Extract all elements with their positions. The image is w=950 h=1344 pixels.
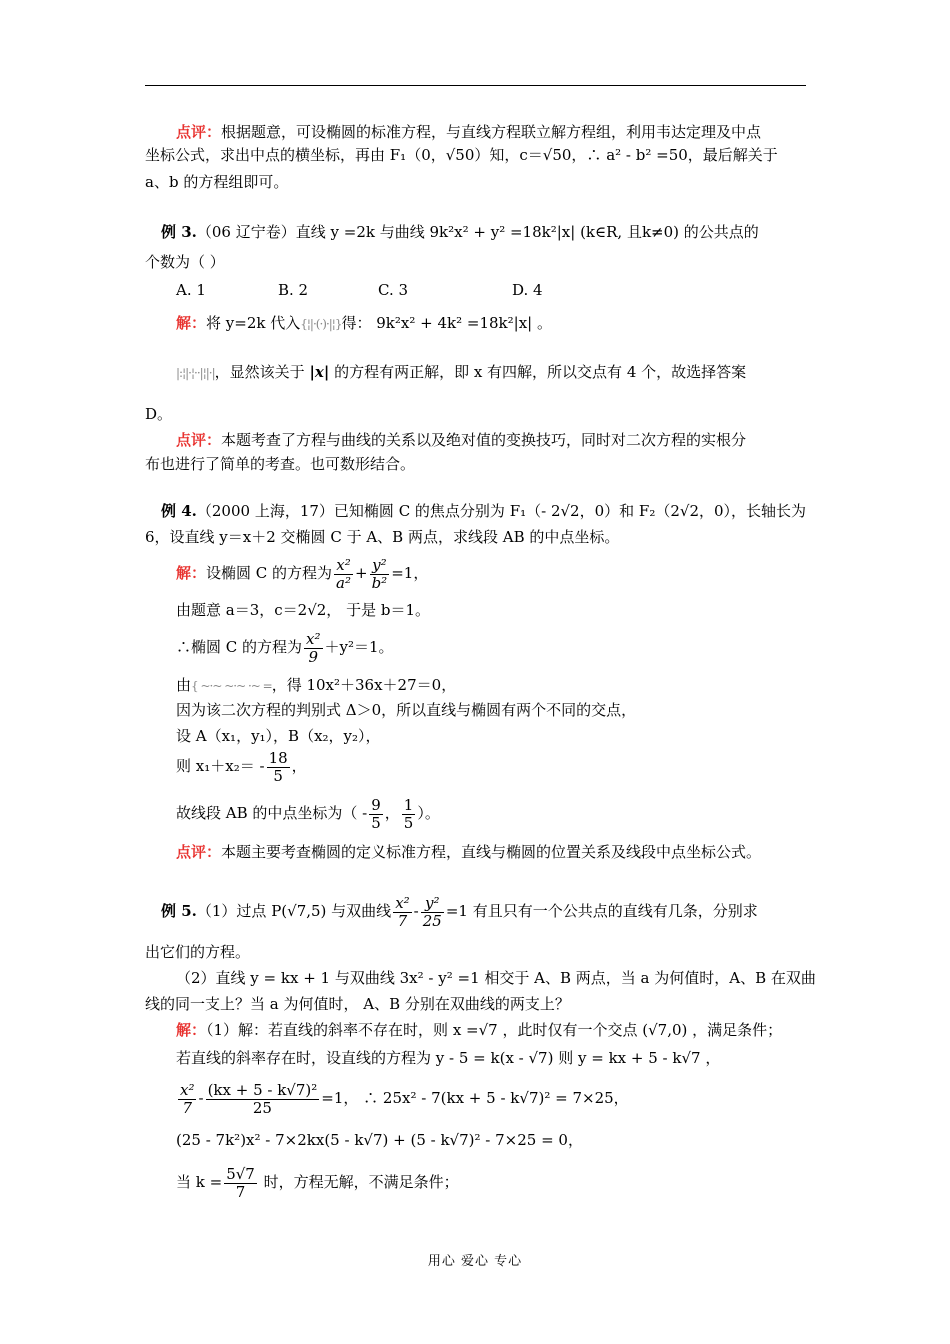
option-c: C. 3 bbox=[378, 281, 409, 299]
example-5-sol-5: 当 k = $\frac{5√7}{7}$ 时，方程无解，不满足条件； bbox=[176, 1164, 459, 1201]
example-5-q2-2: 线的同一支上？当 a 为何值时， A、B 分别在双曲线的两支上？ bbox=[145, 995, 570, 1013]
example-5-sol-4: (25 - 7k²)x² - 7×2kx(5 - k√7) + (5 - k√7)² - 7×25 = 0， bbox=[176, 1131, 583, 1149]
example-4-line-2: 由题意 a＝3，c＝2√2， 于是 b＝1。 bbox=[176, 601, 430, 619]
example-4-label: 例 4. bbox=[161, 502, 197, 520]
example-3-stem: 例 3.（06 辽宁卷）直线 y =2k 与曲线 9k²x² + y² =18k²|x| (k∈R, 且k≠0) 的公共点的 bbox=[161, 223, 759, 241]
solution-label: 解： bbox=[176, 314, 207, 332]
example-3-comment-2: 布也进行了简单的考查。也可数形结合。 bbox=[145, 455, 416, 473]
example-4-line-8: 故线段 AB 的中点坐标为（ - $\frac{9}{5}$ ， $\frac{1}{5}$ ）。 bbox=[176, 795, 440, 832]
option-d: D. 4 bbox=[512, 281, 543, 299]
example-4-line-1: 解：设椭圆 C 的方程为 $\frac{\text{x²}}{\text{a²}}$ + $\frac{\text{y²}}{\text{b²}}$ =1， bbox=[176, 555, 429, 592]
example-4-line-3: ∴椭圆 C 的方程为 $\frac{\text{x²}}{9}$ ＋y²＝1。 bbox=[176, 629, 394, 666]
example-5-sol-1: 解：（1）解：若直线的斜率不存在时，则 x =√7 ，此时仅有一个交点 (√7,0) ，满足条件； bbox=[176, 1021, 783, 1039]
comment-label: 点评： bbox=[176, 123, 222, 141]
example-3-solution-3: D。 bbox=[145, 405, 173, 423]
example-3-label: 例 3. bbox=[161, 223, 197, 241]
example-5-sol-2: 若直线的斜率存在时，设直线的方程为 y - 5 = k(x - √7) 则 y = kx + 5 - k√7 ， bbox=[176, 1049, 721, 1067]
example-3-solution-2: |:¦|·¦··|¦|·|，显然该关于 |x| 的方程有两正解，即 x 有四解，所以交点有 4 个，故选择答案 bbox=[176, 363, 747, 381]
comment-line-1: 点评：根据题意，可设椭圆的标准方程，与直线方程联立解方程组，利用韦达定理及中点 bbox=[176, 123, 762, 141]
example-3-stem-2: 个数为（ ） bbox=[145, 253, 225, 271]
example-5-stem-2: 出它们的方程。 bbox=[145, 943, 251, 961]
example-4-line-4: 由{ ~·~ ~·~ ·~ =，得 10x²＋36x＋27＝0， bbox=[176, 676, 457, 694]
garbled-equation-image: {¦|·(·)·|¦} bbox=[300, 317, 342, 331]
option-a: A. 1 bbox=[176, 281, 206, 299]
comment-line-2: 坐标公式，求出中点的横坐标，再由 F₁（0，√50）知，c＝√50，∴ a² - b² =50，最后解关于 bbox=[145, 146, 778, 164]
example-5-label: 例 5. bbox=[161, 902, 197, 920]
example-5-q2-1: （2）直线 y = kx + 1 与双曲线 3x² - y² =1 相交于 A、B 两点，当 a 为何值时，A、B 在双曲 bbox=[176, 969, 816, 987]
garbled-equation-image-2: |:¦|·¦··|¦|·| bbox=[176, 366, 215, 380]
example-4-line-5: 因为该二次方程的判别式 Δ＞0，所以直线与椭圆有两个不同的交点， bbox=[176, 701, 637, 719]
option-b: B. 2 bbox=[278, 281, 309, 299]
example-3-solution-1: 解：将 y=2k 代入{¦|·(·)·|¦}得： 9k²x² + 4k² =18k²|x| 。 bbox=[176, 314, 552, 332]
comment-line-3: a、b 的方程组即可。 bbox=[145, 173, 289, 191]
example-4-comment: 点评：本题主要考查椭圆的定义标准方程，直线与椭圆的位置关系及线段中点坐标公式。 bbox=[176, 843, 762, 861]
example-4-line-6: 设 A（x₁，y₁），B（x₂，y₂）， bbox=[176, 727, 381, 745]
example-4-stem-2: 6，设直线 y＝x＋2 交椭圆 C 于 A、B 两点，求线段 AB 的中点坐标。 bbox=[145, 528, 620, 546]
example-5-sol-3: $\frac{\text{x²}}{7}$ - $\frac{\text{(kx + 5 - k√7)²}}{25}$ =1， ∴ 25x² - 7(kx + 5 - k√7)² = 7×25， bbox=[180, 1080, 629, 1117]
example-4-line-7: 则 x₁＋x₂＝ - $\frac{18}{5}$ ， bbox=[176, 748, 307, 785]
example-4-stem-1: 例 4.（2000 上海，17）已知椭圆 C 的焦点分别为 F₁（- 2√2，0）和 F₂（2√2，0），长轴长为 bbox=[161, 502, 807, 520]
garbled-system-image: { ~·~ ~·~ ·~ = bbox=[191, 679, 272, 693]
example-3-comment-1: 点评：本题考查了方程与曲线的关系以及绝对值的变换技巧，同时对二次方程的实根分 bbox=[176, 431, 747, 449]
header-rule bbox=[145, 85, 806, 86]
example-5-stem-1: 例 5.（1）过点 P(√7,5) 与双曲线 $\frac{\text{x²}}{7}$ - $\frac{\text{y²}}{25}$ =1 有且只有一个公共点的直线有几条，分别求 bbox=[161, 893, 758, 930]
page-footer: 用心 爱心 专心 bbox=[427, 1254, 523, 1269]
